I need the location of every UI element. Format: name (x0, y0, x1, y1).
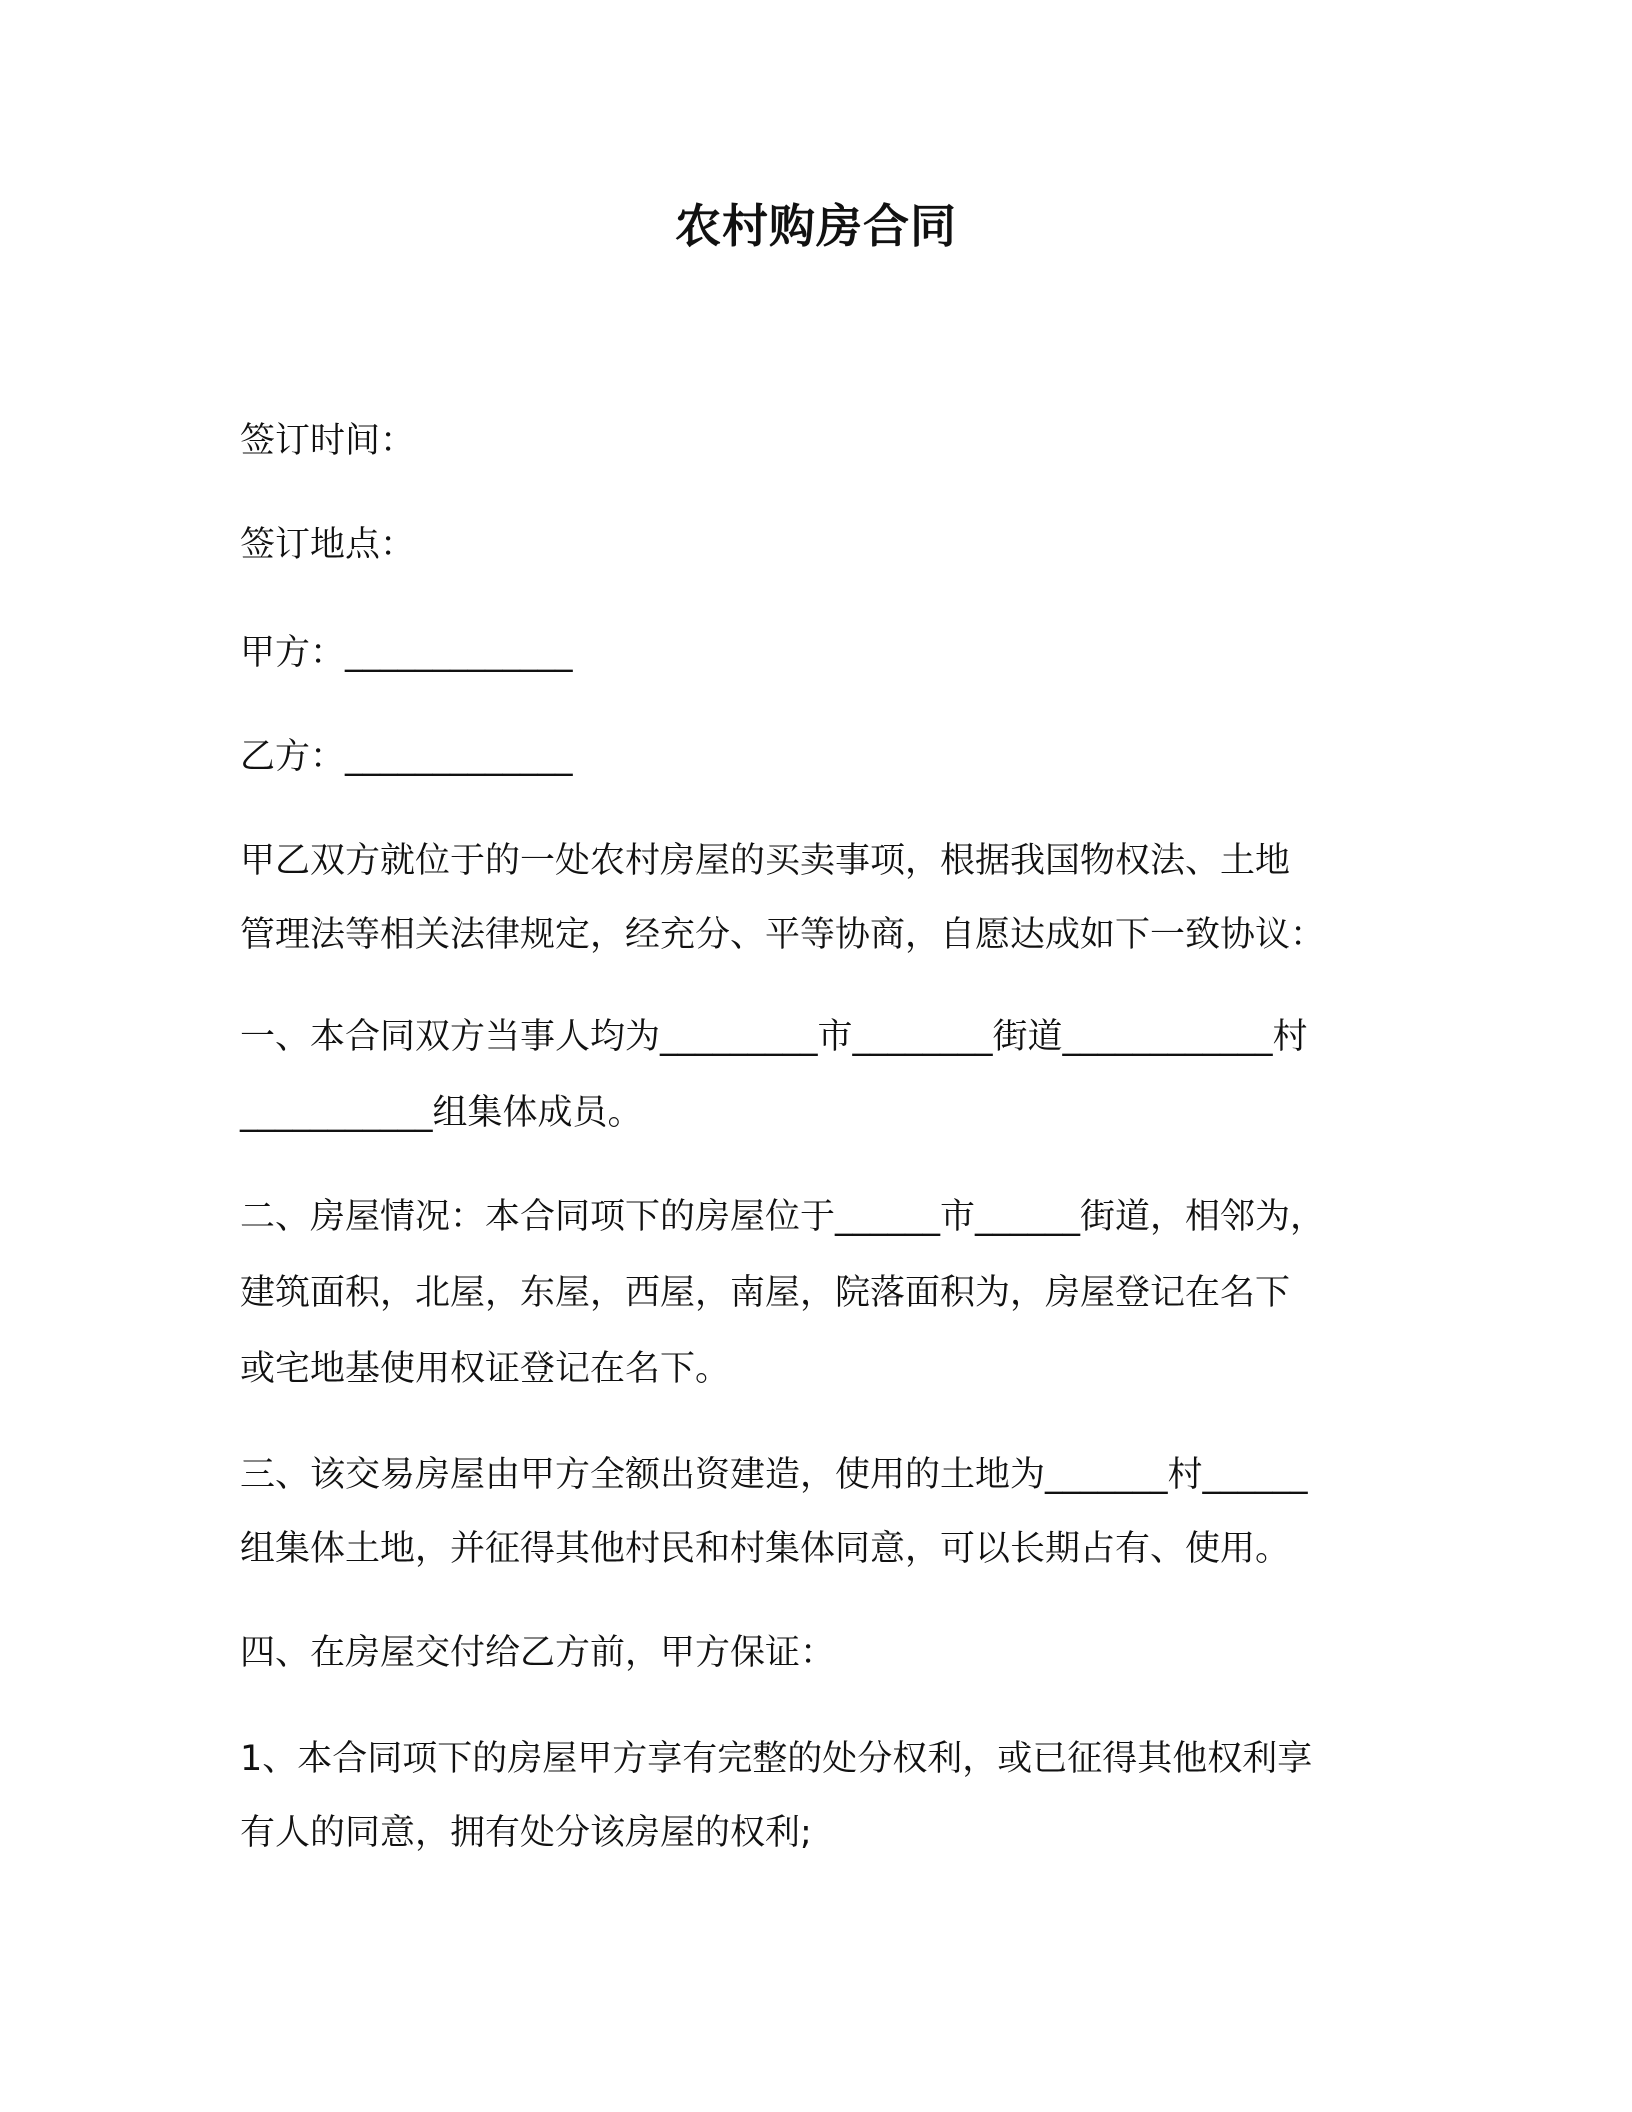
item1-line-1: 1、本合同项下的房屋甲方享有完整的处分权利，或已征得其他权利享 (240, 1739, 1313, 1779)
sign-place-line: 签订地点： (240, 525, 416, 565)
clause1-line-1: 一、本合同双方当事人均为_________市________街道____________村 (240, 1017, 1308, 1057)
sign-time-line: 签订时间： (240, 421, 416, 461)
intro-line-2: 管理法等相关法律规定，经充分、平等协商，自愿达成如下一致协议： (240, 915, 1326, 955)
party-b-line: 乙方：_____________ (240, 737, 573, 777)
clause1-line-2: ___________组集体成员。 (240, 1093, 643, 1133)
clause4-line: 四、在房屋交付给乙方前，甲方保证： (240, 1633, 836, 1673)
clause2-line-1: 二、房屋情况：本合同项下的房屋位于______市______街道，相邻为， (240, 1197, 1326, 1237)
intro-line-1: 甲乙双方就位于的一处农村房屋的买卖事项，根据我国物权法、土地 (240, 841, 1291, 881)
clause3-line-1: 三、该交易房屋由甲方全额出资建造，使用的土地为_______村______ (240, 1455, 1308, 1495)
clause2-line-3: 或宅地基使用权证登记在名下。 (240, 1349, 731, 1389)
document-title: 农村购房合同 (675, 199, 957, 253)
item1-line-2: 有人的同意，拥有处分该房屋的权利; (240, 1813, 812, 1853)
clause2-line-2: 建筑面积，北屋，东屋，西屋，南屋，院落面积为，房屋登记在名下 (240, 1273, 1291, 1313)
clause3-line-2: 组集体土地，并征得其他村民和村集体同意，可以长期占有、使用。 (240, 1529, 1291, 1569)
party-a-line: 甲方：_____________ (240, 633, 573, 673)
